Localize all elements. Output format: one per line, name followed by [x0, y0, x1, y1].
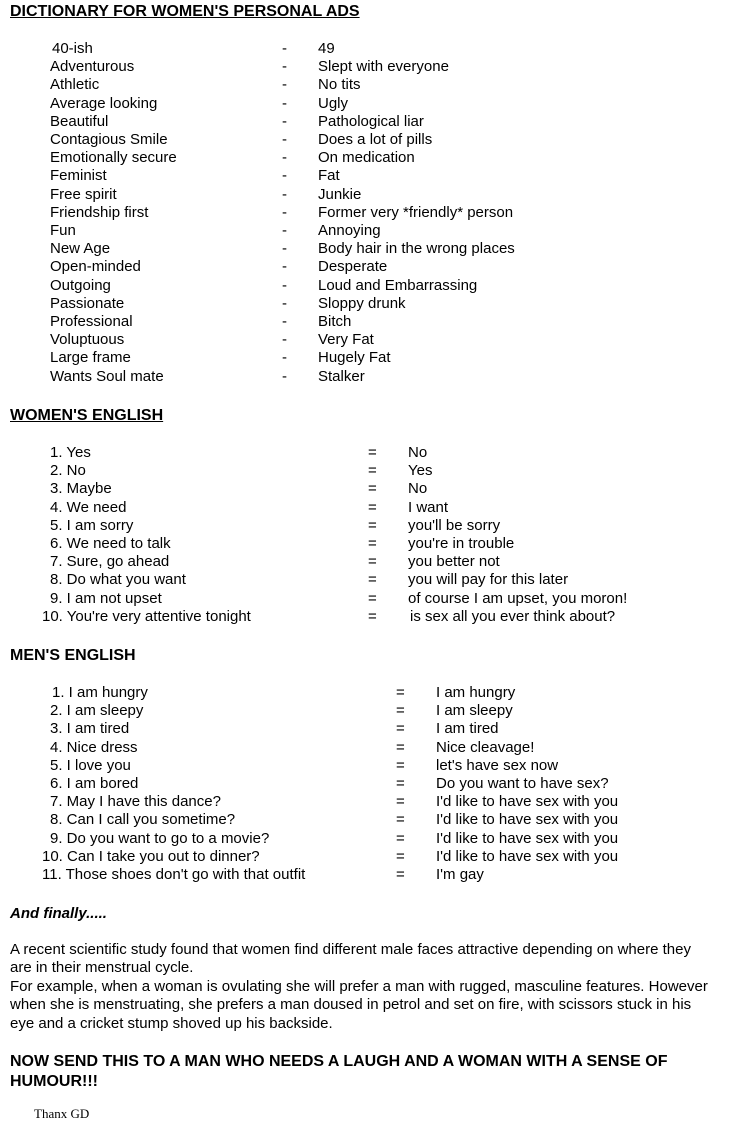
- meaning: Annoying: [318, 222, 381, 239]
- separator: -: [282, 76, 287, 94]
- term: Professional: [50, 313, 133, 330]
- separator: =: [368, 571, 377, 589]
- meaning: I am tired: [436, 720, 499, 738]
- phrase: 7. May I have this dance?: [50, 793, 221, 811]
- separator: -: [282, 240, 287, 258]
- term: New Age: [50, 240, 111, 258]
- phrase: 8. Can I call you sometime?: [50, 811, 236, 829]
- term: Free spirit: [50, 185, 117, 203]
- term: Passionate: [50, 294, 125, 312]
- womens-english-title: WOMEN'S ENGLISH: [10, 407, 164, 424]
- term: Wants Soul mate: [50, 367, 164, 385]
- meaning: Fat: [318, 167, 340, 185]
- phrase: 5. I love you: [50, 756, 131, 774]
- meaning: I'd like to have sex with you: [436, 829, 619, 847]
- meaning: Body hair in the wrong places: [318, 240, 515, 258]
- separator: -: [282, 276, 287, 294]
- separator: =: [396, 866, 405, 883]
- meaning: No: [408, 480, 428, 498]
- separator: =: [368, 535, 377, 552]
- phrase: 6. We need to talk: [50, 535, 171, 552]
- separator: =: [368, 498, 377, 516]
- separator: -: [282, 367, 287, 385]
- meaning: let's have sex now: [436, 756, 559, 774]
- phrase: 5. I am sorry: [50, 516, 134, 534]
- term: Beautiful: [50, 112, 109, 130]
- meaning: I am hungry: [436, 684, 516, 701]
- term: Outgoing: [50, 276, 111, 294]
- phrase: 3. I am tired: [50, 720, 130, 738]
- meaning: Slept with everyone: [318, 58, 449, 76]
- meaning: I am sleepy: [436, 702, 513, 720]
- separator: =: [396, 756, 405, 774]
- term: Athletic: [50, 76, 100, 94]
- phrase: 4. We need: [50, 498, 127, 516]
- dictionary-title: DICTIONARY FOR WOMEN'S PERSONAL ADS: [10, 3, 360, 20]
- meaning: of course I am upset, you moron!: [408, 589, 628, 607]
- separator: =: [368, 589, 377, 607]
- separator: =: [368, 516, 377, 534]
- separator: -: [282, 149, 287, 167]
- phrase: 9. Do you want to go to a movie?: [50, 829, 270, 847]
- study-paragraph: A recent scientific study found that women find different male faces attractive depending on where they are in their menstrual cycle.: [10, 941, 691, 977]
- meaning: On medication: [318, 149, 415, 167]
- meaning: Pathological liar: [318, 112, 424, 130]
- meaning: Does a lot of pills: [318, 131, 433, 148]
- meaning: I'd like to have sex with you: [436, 811, 619, 829]
- phrase: 10. You're very attentive tonight: [42, 607, 251, 625]
- phrase: 2. I am sleepy: [50, 702, 144, 720]
- phrase: 4. Nice dress: [50, 738, 138, 756]
- separator: =: [396, 738, 405, 756]
- term: Contagious Smile: [50, 131, 168, 148]
- mens-english-title: MEN'S ENGLISH: [10, 647, 136, 664]
- term: Emotionally secure: [50, 149, 177, 167]
- meaning: Stalker: [318, 367, 365, 385]
- separator: -: [282, 185, 287, 203]
- meaning: I'd like to have sex with you: [436, 793, 619, 811]
- meaning: Nice cleavage!: [436, 738, 535, 756]
- meaning: No tits: [318, 76, 361, 94]
- term: 40-ish: [52, 40, 93, 57]
- term: Open-minded: [50, 258, 141, 276]
- signature: Thanx GD: [34, 1106, 90, 1121]
- separator: =: [396, 702, 405, 720]
- separator: -: [282, 58, 287, 76]
- separator: =: [396, 847, 405, 865]
- separator: -: [282, 349, 287, 367]
- separator: -: [282, 222, 287, 239]
- meaning: Former very *friendly* person: [318, 203, 514, 221]
- term: Average looking: [50, 94, 158, 112]
- meaning: Sloppy drunk: [318, 294, 406, 312]
- separator: -: [282, 40, 287, 57]
- phrase: 1. I am hungry: [52, 684, 148, 701]
- phrase: 9. I am not upset: [50, 589, 162, 607]
- separator: =: [396, 684, 405, 701]
- separator: =: [396, 775, 405, 792]
- separator: =: [368, 553, 377, 571]
- meaning: is sex all you ever think about?: [410, 607, 616, 625]
- meaning: No: [408, 444, 428, 461]
- separator: =: [396, 829, 405, 847]
- meaning: I'd like to have sex with you: [436, 847, 619, 865]
- phrase: 6. I am bored: [50, 775, 139, 792]
- separator: -: [282, 313, 287, 330]
- meaning: Do you want to have sex?: [436, 775, 609, 792]
- example-paragraph: For example, when a woman is ovulating she will prefer a man with rugged, masculine features. However when she is menstruating, she prefers a man doused in petrol and set on fire, with scissors stuck in his eye and a cricket stump shoved up his backside.: [10, 978, 708, 1032]
- meaning: Hugely Fat: [318, 349, 391, 367]
- phrase: 3. Maybe: [50, 480, 112, 498]
- separator: -: [282, 294, 287, 312]
- phrase: 7. Sure, go ahead: [50, 553, 170, 571]
- separator: -: [282, 94, 287, 112]
- term: Large frame: [50, 349, 131, 367]
- meaning: Very Fat: [318, 331, 374, 349]
- meaning: Junkie: [318, 185, 362, 203]
- meaning: you will pay for this later: [408, 571, 569, 589]
- separator: -: [282, 203, 287, 221]
- term: Feminist: [50, 167, 107, 185]
- phrase: 8. Do what you want: [50, 571, 186, 589]
- meaning: Ugly: [318, 94, 349, 112]
- meaning: you're in trouble: [408, 535, 515, 552]
- meaning: Desperate: [318, 258, 388, 276]
- phrase: 10. Can I take you out to dinner?: [42, 847, 260, 865]
- separator: -: [282, 131, 287, 148]
- separator: -: [282, 258, 287, 276]
- meaning: 49: [318, 40, 335, 57]
- meaning: you better not: [408, 553, 500, 571]
- closing-shout: NOW SEND THIS TO A MAN WHO NEEDS A LAUGH AND A WOMAN WITH A SENSE OF HUMOUR!!!: [10, 1053, 668, 1090]
- phrase: 2. No: [50, 462, 86, 480]
- phrase: 11. Those shoes don't go with that outfit: [42, 866, 306, 883]
- term: Adventurous: [50, 58, 135, 76]
- separator: -: [282, 167, 287, 185]
- and-finally-heading: And finally.....: [10, 905, 107, 922]
- separator: -: [282, 112, 287, 130]
- phrase: 1. Yes: [50, 444, 91, 461]
- separator: =: [396, 811, 405, 829]
- meaning: I want: [408, 498, 449, 516]
- term: Friendship first: [50, 203, 149, 221]
- separator: =: [396, 720, 405, 738]
- separator: =: [368, 607, 377, 625]
- separator: =: [368, 444, 377, 461]
- separator: =: [368, 462, 377, 480]
- meaning: Bitch: [318, 313, 352, 330]
- term: Voluptuous: [50, 331, 125, 349]
- separator: =: [396, 793, 405, 811]
- meaning: Loud and Embarrassing: [318, 276, 478, 294]
- meaning: you'll be sorry: [408, 516, 501, 534]
- meaning: I'm gay: [436, 866, 484, 883]
- separator: =: [368, 480, 377, 498]
- separator: -: [282, 331, 287, 349]
- term: Fun: [50, 222, 76, 239]
- meaning: Yes: [408, 462, 433, 480]
